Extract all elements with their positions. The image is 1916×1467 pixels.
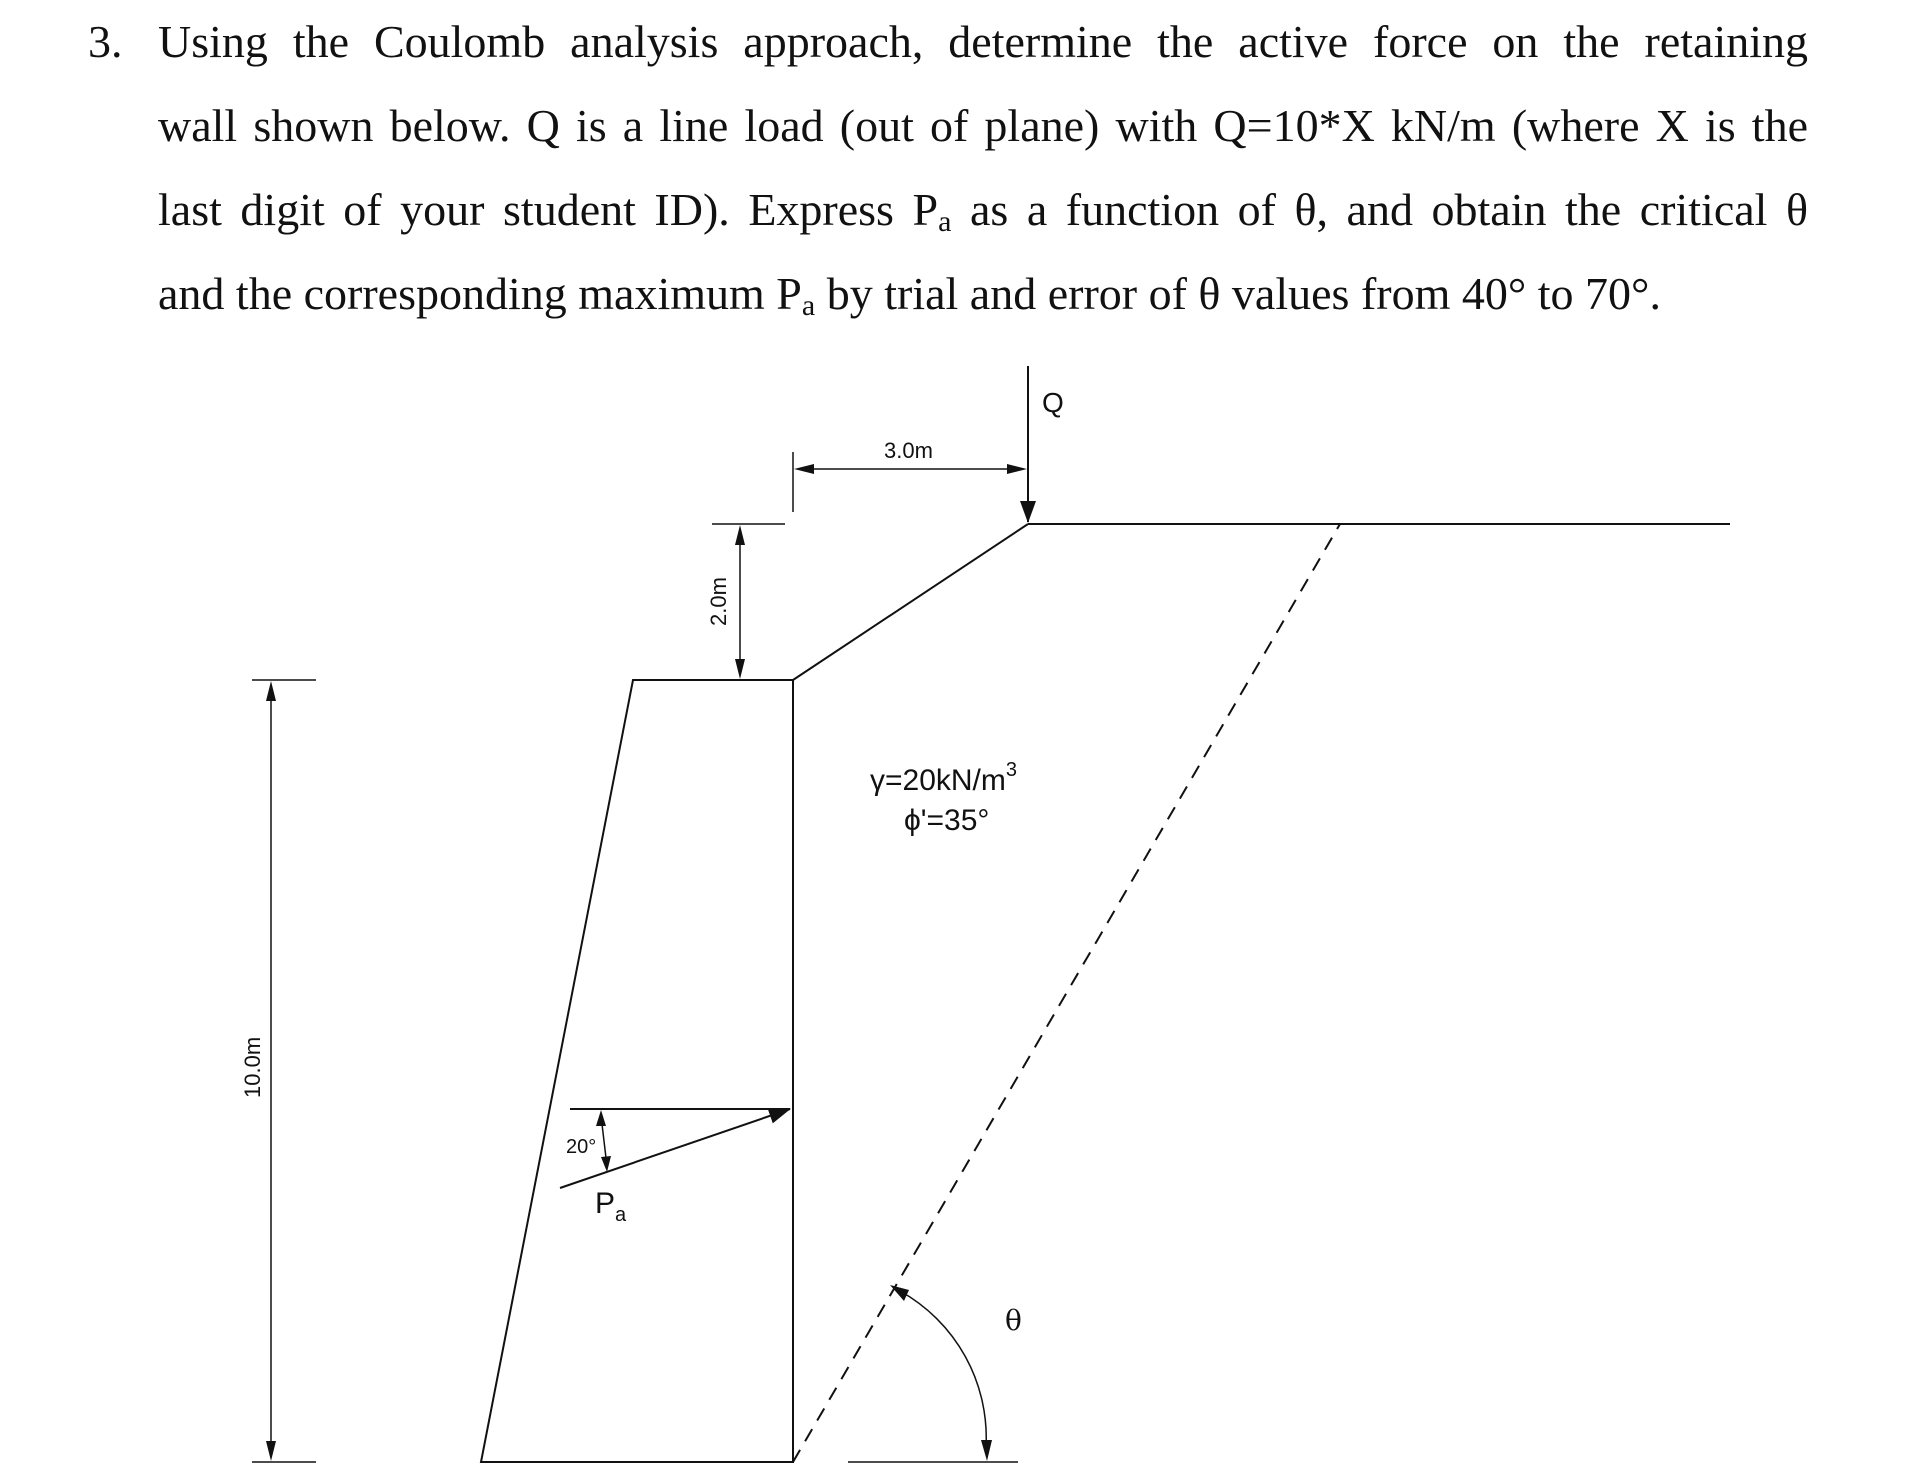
theta-angle-arc	[900, 1291, 986, 1447]
friction-angle-label: ϕ'=35°	[904, 804, 990, 837]
theta-label: θ	[1005, 1304, 1022, 1337]
slope-height-arrow-top	[735, 525, 745, 545]
wall-height-arrow-bottom	[266, 1441, 276, 1461]
offset-dim-label: 3.0m	[884, 438, 933, 463]
question-line-4-part-a: and the corresponding maximum P	[158, 268, 802, 319]
theta-arc-arrow-bottom	[981, 1440, 992, 1461]
theta-arc-arrow-top	[890, 1285, 909, 1301]
retaining-wall-figure	[0, 340, 1916, 1467]
question-line-3-subscript: a	[938, 205, 952, 238]
question-line-2	[88, 84, 1808, 168]
question-line-1	[88, 0, 1808, 84]
line-load-label: Q	[1042, 387, 1064, 418]
pa-force-subscript: a	[615, 1204, 627, 1226]
question-number: 3.	[88, 16, 123, 67]
pa-angle-arrow-bottom	[601, 1156, 611, 1172]
question-line-4-subscript: a	[801, 289, 816, 322]
backfill-slope-line	[793, 524, 1028, 680]
pa-angle-arrow-top	[596, 1110, 606, 1126]
question-line-4-part-b: by trial and error of θ values from 40° to 70°.	[815, 268, 1661, 319]
pa-angle-label: 20°	[566, 1136, 597, 1158]
slope-height-dim-label: 2.0m	[706, 577, 731, 626]
question-line-3-part-b: as a function of θ, and obtain the critical θ	[951, 184, 1809, 235]
question-line-1-text: Using the Coulomb analysis approach, determine the active force on the retaining	[158, 16, 1808, 67]
wall-height-dim-label: 10.0m	[240, 1036, 265, 1098]
unit-weight-label	[870, 759, 1017, 797]
question-line-4-text	[158, 252, 1808, 348]
pa-force-label	[595, 1187, 627, 1226]
pa-angle-indicator	[602, 1124, 606, 1158]
question-line-2-text: wall shown below. Q is a line load (out of plane) with Q=10*X kN/m (where X is the	[158, 100, 1808, 151]
question-line-3-text	[158, 168, 1808, 264]
offset-dim-arrow-right	[1007, 464, 1027, 474]
failure-plane-line	[793, 524, 1340, 1462]
slope-height-arrow-bottom	[735, 659, 745, 679]
unit-weight-value: γ=20kN/m	[870, 764, 1006, 797]
unit-weight-exponent: 3	[1005, 759, 1018, 781]
wall-height-arrow-top	[266, 681, 276, 701]
retaining-wall	[481, 680, 793, 1462]
pa-force-letter: P	[595, 1187, 616, 1220]
question-line-3-part-a: last digit of your student ID). Express P	[158, 184, 939, 235]
question-text	[88, 0, 1808, 336]
question-line-4	[88, 252, 1808, 336]
offset-dim-arrow-left	[794, 464, 814, 474]
question-line-3	[88, 168, 1808, 252]
